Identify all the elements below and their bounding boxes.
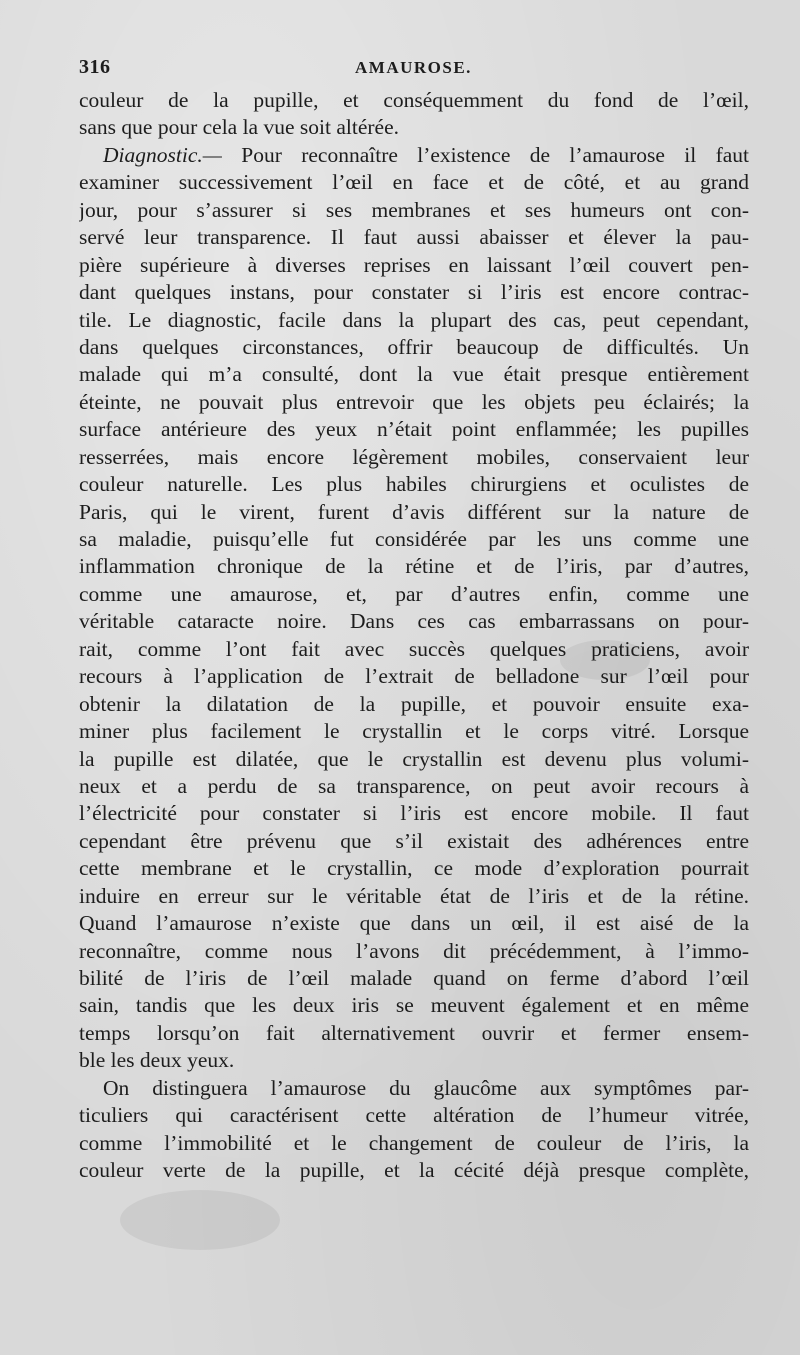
text-line: jour, pour s’assurer si ses membranes et ses humeurs ont con- [79, 197, 749, 222]
text-line: couleur de la pupille, et conséquemment du fond de l’œil, [79, 88, 749, 112]
text-line: Quand l’amaurose n’existe que dans un œil, il est aisé de la [79, 911, 749, 936]
text-line: ble les deux yeux. [79, 1048, 235, 1073]
text-line-diagnostic [79, 142, 749, 169]
text-line: malade qui m’a consulté, dont la vue était presque entièrement [79, 362, 749, 387]
text-line: sans que pour cela la vue soit altérée. [79, 115, 399, 140]
section-label: Diagnostic.— [103, 142, 222, 167]
text-line: rait, comme l’ont fait avec succès quelques praticiens, avoir [79, 636, 749, 661]
text-line: dant quelques instans, pour constater si l’iris est encore contrac- [79, 280, 749, 305]
text-line: inflammation chronique de la rétine et de l’iris, par d’autres, [79, 554, 749, 579]
running-head: AMAUROSE. [355, 58, 472, 77]
text-line: temps lorsqu’on fait alternativement ouvrir et fermer ensem- [79, 1020, 749, 1045]
text-line: cependant être prévenu que s’il existait des adhérences entre [79, 828, 749, 853]
text-line: éteinte, ne pouvait plus entrevoir que les objets peu éclairés; la [79, 389, 749, 414]
text-line: resserrées, mais encore légèrement mobiles, conservaient leur [79, 444, 749, 469]
text-line: reconnaître, comme nous l’avons dit précédemment, à l’immo- [79, 938, 749, 963]
text-line: sain, tandis que les deux iris se meuvent également et en même [79, 993, 749, 1018]
text-line: couleur verte de la pupille, et la cécité déjà presque complète, [79, 1158, 749, 1183]
text-line: bilité de l’iris de l’œil malade quand on ferme d’abord l’œil [79, 966, 749, 990]
text-line: surface antérieure des yeux n’était point enflammée; les pupilles [79, 417, 749, 442]
text-line: neux et a perdu de sa transparence, on peut avoir recours à [79, 773, 749, 798]
text-line: recours à l’application de l’extrait de belladone sur l’œil pour [79, 664, 749, 689]
paper-stain [120, 1190, 280, 1250]
text-line: miner plus facilement le crystallin et le corps vitré. Lorsque [79, 719, 749, 744]
text-line-content: Pour reconnaître l’existence de l’amaurose il faut [241, 142, 749, 167]
text-line: l’électricité pour constater si l’iris est encore mobile. Il faut [79, 801, 749, 826]
text-line: véritable cataracte noire. Dans ces cas embarrassans on pour- [79, 609, 749, 634]
text-line: sa maladie, puisqu’elle fut considérée par les uns comme une [79, 527, 749, 551]
page-header [79, 56, 749, 84]
page-number: 316 [79, 56, 111, 78]
text-line: pière supérieure à diverses reprises en laissant l’œil couvert pen- [79, 252, 749, 277]
text-line: ticuliers qui caractérisent cette altération de l’humeur vitrée, [79, 1103, 749, 1128]
text-line: dans quelques circonstances, offrir beaucoup de difficultés. Un [79, 334, 749, 359]
text-line: comme une amaurose, et, par d’autres enfin, comme une [79, 581, 749, 606]
body-text [79, 87, 749, 1185]
text-line: couleur naturelle. Les plus habiles chirurgiens et oculistes de [79, 472, 749, 497]
text-line: comme l’immobilité et le changement de couleur de l’iris, la [79, 1130, 749, 1155]
text-line: cette membrane et le crystallin, ce mode d’exploration pourrait [79, 856, 749, 881]
text-line: On distinguera l’amaurose du glaucôme aux symptômes par- [103, 1075, 749, 1100]
text-line: examiner successivement l’œil en face et de côté, et au grand [79, 170, 749, 195]
text-line: obtenir la dilatation de la pupille, et pouvoir ensuite exa- [79, 691, 749, 716]
text-line: tile. Le diagnostic, facile dans la plupart des cas, peut cependant, [79, 307, 749, 332]
text-line: servé leur transparence. Il faut aussi abaisser et élever la pau- [79, 225, 749, 250]
text-line: induire en erreur sur le véritable état de l’iris et de la rétine. [79, 883, 749, 908]
text-line: Paris, qui le virent, furent d’avis différent sur la nature de [79, 499, 749, 524]
text-line: la pupille est dilatée, que le crystallin est devenu plus volumi- [79, 746, 749, 771]
